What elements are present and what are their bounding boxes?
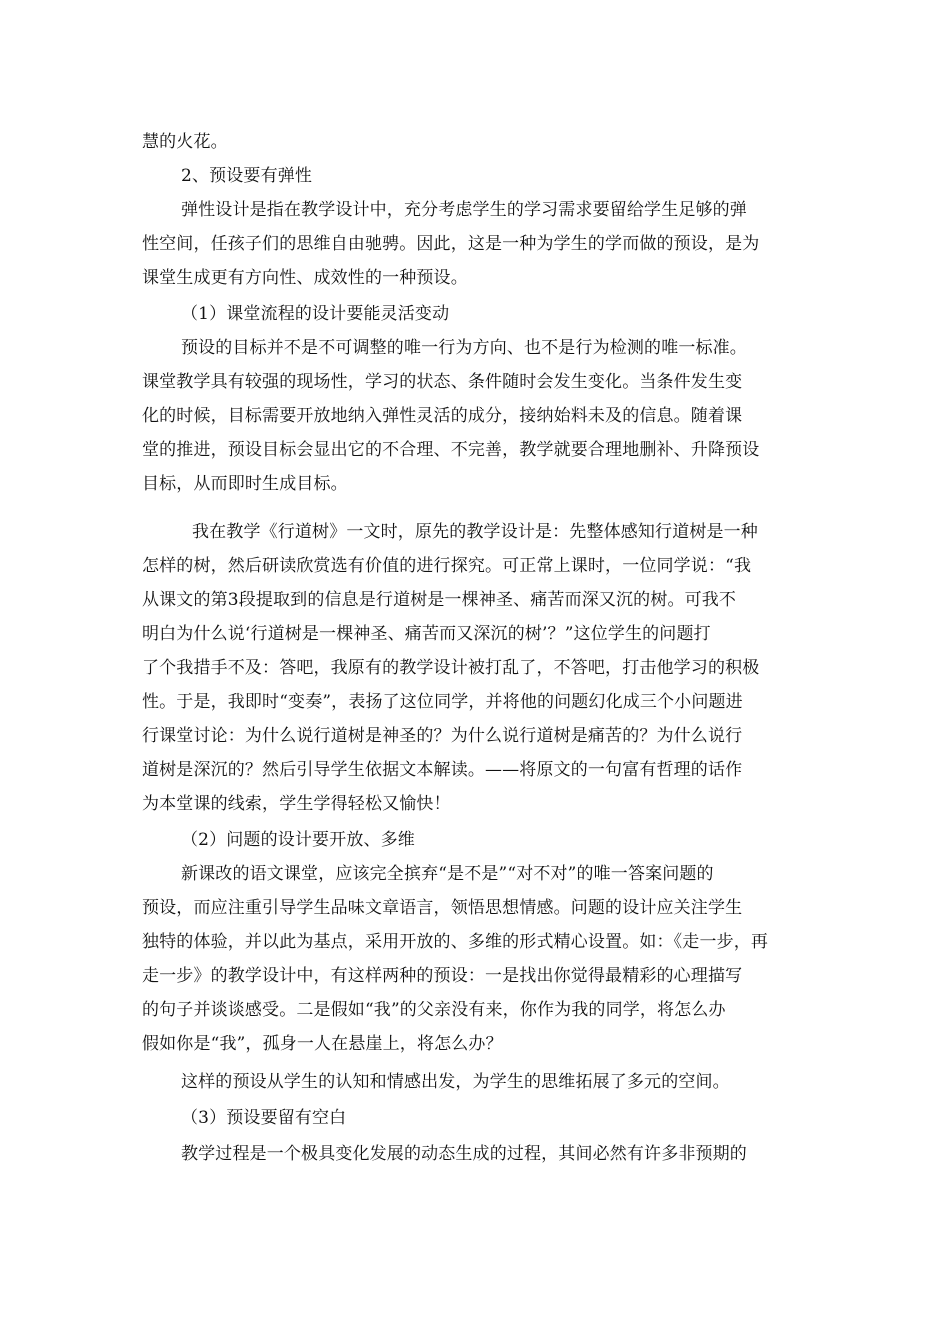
section-heading: 2、预设要有弹性 — [181, 166, 313, 186]
paragraph-line: 我在教学《行道树》一文时，原先的教学设计是：先整体感知行道树是一种 — [192, 522, 758, 542]
paragraph-line: 明白为什么说‘行道树是一棵神圣、痛苦而又深沉的树’？”这位学生的问题打 — [142, 624, 711, 644]
paragraph-line: 新课改的语文课堂，应该完全摈弃“是不是”“对不对”的唯一答案问题的 — [181, 864, 714, 884]
paragraph-line: 预设的目标并不是不可调整的唯一行为方向、也不是行为检测的唯一标准。 — [181, 338, 747, 358]
paragraph-line: 为本堂课的线索，学生学得轻松又愉快！ — [142, 794, 451, 814]
subsection-heading: （3）预设要留有空白 — [181, 1108, 347, 1128]
subsection-heading: （2）问题的设计要开放、多维 — [181, 830, 415, 850]
paragraph-line: 怎样的树，然后研读欣赏选有价值的进行探究。可正常上课时，一位同学说：“我 — [142, 556, 752, 576]
paragraph-line: 性。于是，我即时“变奏”，表扬了这位同学，并将他的问题幻化成三个小问题进 — [142, 692, 743, 712]
paragraph-line: 走一步》的教学设计中，有这样两种的预设：一是找出你觉得最精彩的心理描写 — [142, 966, 743, 986]
paragraph-line: 假如你是“我”，孤身一人在悬崖上，将怎么办？ — [142, 1034, 503, 1054]
subsection-heading: （1）课堂流程的设计要能灵活变动 — [181, 304, 450, 324]
paragraph-line: 了个我措手不及：答吧，我原有的教学设计被打乱了，不答吧，打击他学习的积极 — [142, 658, 760, 678]
paragraph-line: 慧的火花。 — [142, 132, 228, 152]
paragraph-line: 行课堂讨论：为什么说行道树是神圣的？为什么说行道树是痛苦的？为什么说行 — [142, 726, 743, 746]
paragraph-line: 的句子并谈谈感受。二是假如“我”的父亲没有来，你作为我的同学，将怎么办 — [142, 1000, 726, 1020]
paragraph-line: 性空间，任孩子们的思维自由驰骋。因此，这是一种为学生的学而做的预设，是为 — [142, 234, 760, 254]
paragraph-line: 道树是深沉的？然后引导学生依据文本解读。——将原文的一句富有哲理的话作 — [142, 760, 743, 780]
paragraph-line: 化的时候，目标需要开放地纳入弹性灵活的成分，接纳始料未及的信息。随着课 — [142, 406, 743, 426]
paragraph-line: 目标，从而即时生成目标。 — [142, 474, 348, 494]
paragraph-line: 独特的体验，并以此为基点，采用开放的、多维的形式精心设置。如：《走一步，再 — [142, 932, 769, 952]
paragraph-line: 教学过程是一个极具变化发展的动态生成的过程，其间必然有许多非预期的 — [181, 1144, 747, 1164]
paragraph-line: 这样的预设从学生的认知和情感出发，为学生的思维拓展了多元的空间。 — [181, 1072, 730, 1092]
paragraph-line: 从课文的第3段提取到的信息是行道树是一棵神圣、痛苦而深又沉的树。可我不 — [142, 590, 737, 610]
paragraph-line: 课堂教学具有较强的现场性，学习的状态、条件随时会发生变化。当条件发生变 — [142, 372, 743, 392]
paragraph-line: 课堂生成更有方向性、成效性的一种预设。 — [142, 268, 468, 288]
paragraph-line: 堂的推进，预设目标会显出它的不合理、不完善，教学就要合理地删补、升降预设 — [142, 440, 760, 460]
paragraph-line: 预设，而应注重引导学生品味文章语言，领悟思想情感。问题的设计应关注学生 — [142, 898, 743, 918]
paragraph-line: 弹性设计是指在教学设计中，充分考虑学生的学习需求要留给学生足够的弹 — [181, 200, 747, 220]
